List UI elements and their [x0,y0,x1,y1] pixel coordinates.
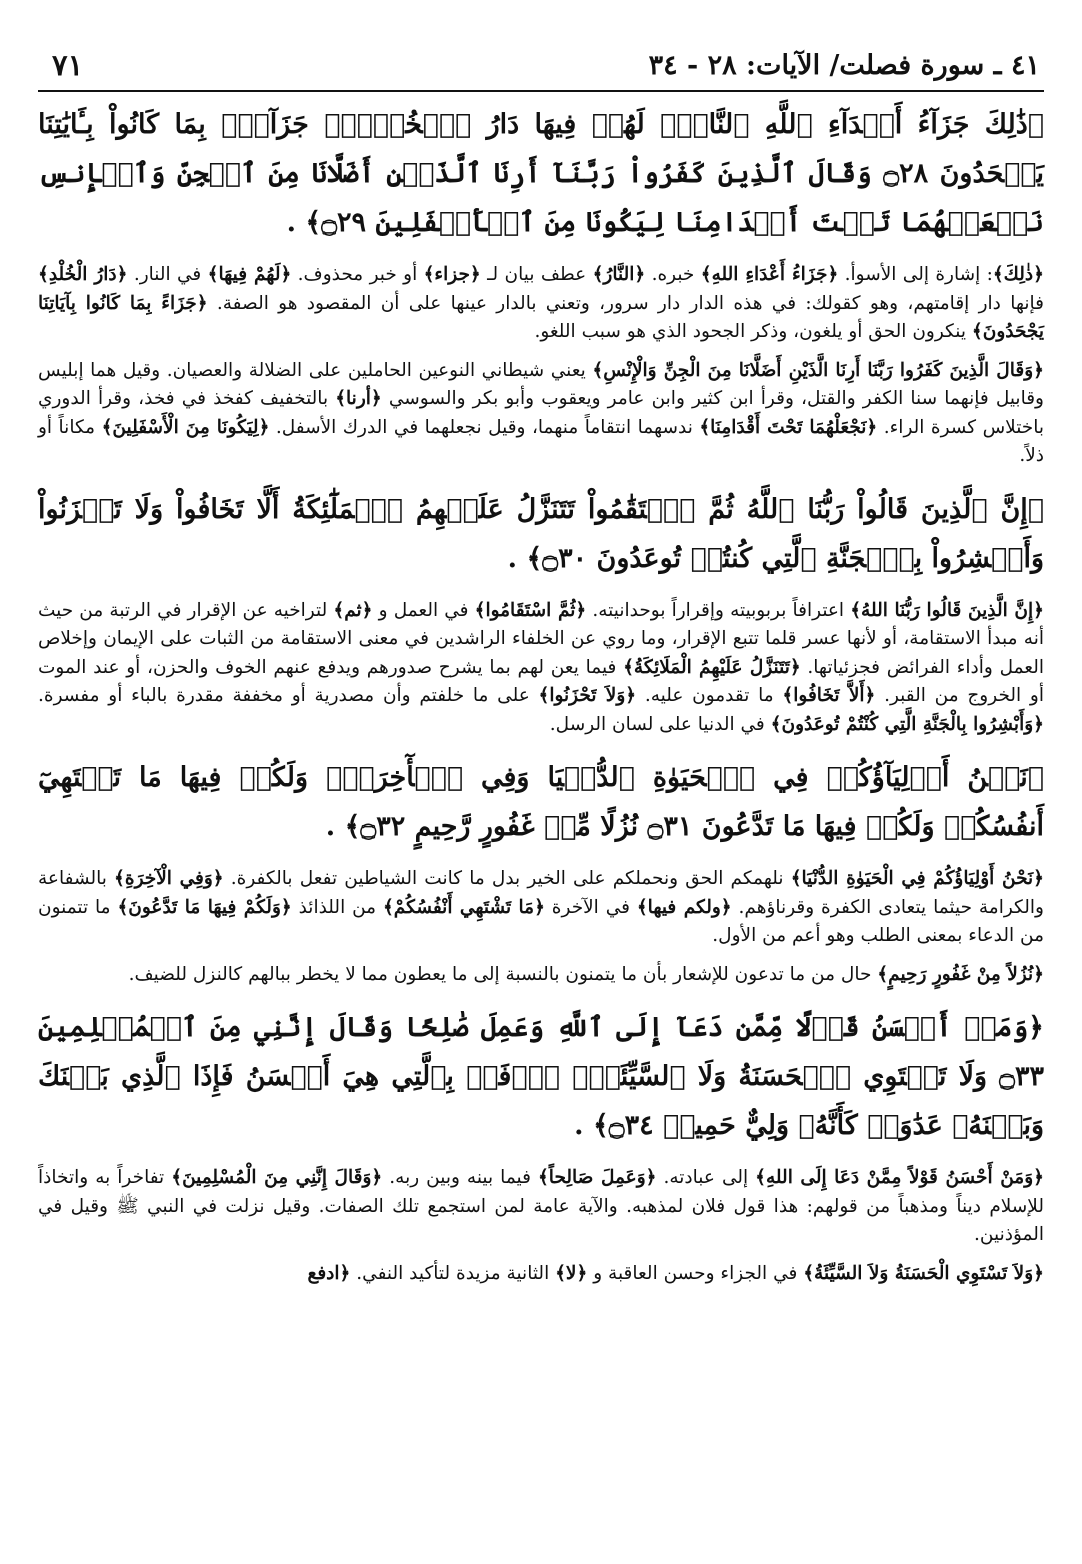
quran-phrase: ﴿أرنا﴾ [335,388,382,409]
commentary-text: يعني شيطاني النوعين الحاملين على الضلالة والعصيان. وقيل هما إبليس وقابيل فإنهما سنا الكفر والقتل، وقرأ ابن كثير وابن عامر ويعقوب وأبو بكر والسوسي [38,359,1044,409]
commentary-text: نلهمكم الحق ونحملكم على الخير بدل ما كانت الشياطين تفعل بالكفرة. [223,868,791,889]
commentary-text: فيما بينه وبين ربه. [382,1167,538,1188]
commentary-text: : إشارة إلى الأسوأ. [838,264,993,285]
commentary-text: ينكرون الحق أو يلغون، وذكر الجحود الذي هو سبب اللغو. [534,321,972,342]
quran-phrase: ﴿لا﴾ [555,1262,588,1284]
quran-phrase: ﴿أَلاَّ تَخَافُوا﴾ [782,685,876,706]
quran-phrase: ﴿إِنَّ الَّذِينَ قَالُوا رَبُّنَا اللهُ﴾ [850,599,1044,621]
running-title: ٤١ ـ سورة فصلت/ الآيات: ٢٨ - ٣٤ [648,50,1040,81]
commentary-paragraph [38,597,1044,740]
commentary-text: على ما خلفتم وأن مصدرية أو مخففة مقدرة بالباء أو مفسرة. [38,685,539,706]
page-body [38,100,1044,1298]
commentary-text: عطف بيان لـ [480,264,593,285]
quran-phrase: ﴿لَهُمْ فِيهَا﴾ [207,264,292,285]
quran-phrase: ﴿وَأَبْشِرُوا بِالْجَنَّةِ الَّتِي كُنْتُمْ تُوعَدُونَ﴾ [770,713,1044,735]
quran-phrase: ﴿مَا تَشْتَهِي أَنْفُسُكُمْ﴾ [382,896,545,918]
commentary-text: في النار. [127,264,208,285]
quran-phrase: ﴿نُزُلاً مِنْ غَفُورٍ رَحِيمٍ﴾ [877,963,1044,985]
quran-phrase: ﴿وَلاَ تَسْتَوِي الْحَسَنَةُ وَلاَ السَّيِّئَةُ﴾ [803,1262,1044,1284]
commentary-text: تفاخراً به واتخاذاً للإسلام ديناً ومذهباً من قولهم: هذا قول فلان لمذهبه. والآية عامة لمن استجمع تلك الصفات. وقيل نزلت في النبي ﷺ وقيل في المؤذنين. [38,1167,1044,1245]
commentary-paragraph [38,1260,1044,1289]
commentary-text: حال من ما تدعون للإشعار بأن ما يتمنون بالنسبة إلى ما يعطون مما لا يخطر ببالهم كالنزل للضيف. [128,963,878,985]
quran-phrase: ﴿وَقَالَ إِنَّنِي مِنَ الْمُسْلِمِينَ﴾ [171,1167,383,1188]
quran-phrase: ﴿وَفِي الْآخِرَةِ﴾ [114,868,224,889]
quran-phrase: ﴿ادفع [307,1262,351,1284]
verse-28-29: ﴿ذَٰلِكَ جَزَآءُ أَعۡدَآءِ ٱللَّهِ ٱلنَّارُۖ لَهُمۡ فِيهَا دَارُ ٱلۡخُلۡدِۖ جَزَآءَۢ بِمَا كَانُواْ بِـَٔايَٰتِنَا يَجۡحَدُونَ ۝٢٨ وَقَالَ ٱلَّذِينَ كَفَرُواْ رَبَّنَآ أَرِنَا ٱلَّذَيۡنِ أَضَلَّانَا مِنَ ٱلۡجِنِّ وَٱلۡإِنسِ نَجۡعَلۡهُمَا تَحۡتَ أَقۡدَامِنَا لِيَكُونَا مِنَ ٱلۡأَسۡفَلِينَ ۝٢٩﴾ . [38,109,1044,238]
commentary-text: خبره. [645,264,701,285]
quran-phrase: ﴿وَعَمِلَ صَالِحاً﴾ [537,1167,657,1188]
verse-31-32: ﴿نَحۡنُ أَوۡلِيَآؤُكُمۡ فِي ٱلۡحَيَوٰةِ ٱلدُّنۡيَا وَفِي ٱلۡأٓخِرَةِۖ وَلَكُمۡ فِيهَا مَا تَشۡتَهِيٓ أَنفُسُكُمۡ وَلَكُمۡ فِيهَا مَا تَدَّعُونَ ۝٣١ نُزُلًا مِّنۡ غَفُورٍ رَّحِيمٍ ۝٣٢﴾ . [38,762,1044,842]
page-number: ٧١ [52,48,84,82]
quran-phrase: ﴿دَارُ الْخُلْدِ﴾ [38,264,128,285]
commentary-text: في العمل و [372,599,475,621]
quran-phrase: ﴿ثُمَّ اسْتَقَامُوا﴾ [474,599,587,621]
commentary-paragraph [38,357,1044,471]
commentary-text: في الآخرة [544,896,637,918]
commentary-text: مكاناً أو ذلاً. [38,416,1044,466]
commentary-text: بالشفاعة والكرامة حيثما يتعادى الكفرة وقرناؤهم. [38,868,1044,918]
commentary-text: لتراخيه عن الإقرار في الرتبة من حيث أنه مبدأ الاستقامة، أو لأنها عسر قلما تتبع الإقرار، وما روي عن الخلفاء الراشدين في معنى الاستقامة من الثبات على الإيمان وإخلاص العمل وأداء الفرائض فجزئياتها. [38,599,1044,678]
quran-phrase: ﴿وَقَالَ الَّذِينَ كَفَرُوا رَبَّنَا أَرِنَا الَّذَيْنِ أَضَلَّانَا مِنَ الْجِنِّ وَالْإِنْسِ﴾ [592,359,1045,381]
commentary-paragraph [38,961,1044,990]
commentary-text: ندسهما انتقاماً منهما، وقيل نجعلهما في الدرك الأسفل. [269,416,700,438]
verse-33-34: ﴿وَمَنۡ أَحۡسَنُ قَوۡلًا مِّمَّن دَعَآ إِلَى ٱللَّهِ وَعَمِلَ صَٰلِحًا وَقَالَ إِنَّنِي مِنَ ٱلۡمُسۡلِمِينَ ۝٣٣ وَلَا تَسۡتَوِي ٱلۡحَسَنَةُ وَلَا ٱلسَّيِّئَةُۚ ٱدۡفَعۡ بِٱلَّتِي هِيَ أَحۡسَنُ فَإِذَا ٱلَّذِي بَيۡنَكَ وَبَيۡنَهُۥ عَدَٰوَةٞ كَأَنَّهُۥ وَلِيٌّ حَمِيمٞ ۝٣٤﴾ . [38,1012,1044,1141]
commentary-text: فإنها دار إقامتهم، وهو كقولك: في هذه الدار دار سرور، وتعني بالدار عينها على أن المقصود هو الصفة. [207,292,1044,314]
commentary-text: ما تتمنون من الدعاء بمعنى الطلب وهو أعم من الأول. [38,896,1044,946]
quran-phrase: ﴿نَحْنُ أَوْلِيَاؤُكُمْ فِي الْحَيَوٰةِ الدُّنْيَا﴾ [790,868,1044,889]
commentary-text: أو خبر محذوف. [291,264,424,285]
commentary-text: بالتخفيف كفخذ في فخذ، وقرأ الدوري باختلاس كسرة الراء. [38,388,1045,438]
commentary-text: في الدنيا على لسان الرسل. [549,713,771,735]
quran-phrase: ﴿نَجْعَلْهُمَا تَحْتَ أَقْدَامِنَا﴾ [699,416,878,438]
quran-phrase: ﴿جَزَاءً بِمَا كَانُوا بِآيَاتِنَا يَجْحَدُونَ﴾ [38,292,1044,342]
commentary-paragraph [38,1164,1044,1250]
quran-phrase: ﴿وَلَكُمْ فِيهَا مَا تَدَّعُونَ﴾ [117,896,292,918]
commentary-paragraph [38,261,1044,347]
commentary-paragraph [38,865,1044,951]
quran-phrase: ﴿ثم﴾ [333,599,373,621]
quran-phrase: ﴿النَّارُ﴾ [592,264,646,285]
commentary-text: من اللذائذ [291,896,383,918]
verse-30: ﴿إِنَّ ٱلَّذِينَ قَالُواْ رَبُّنَا ٱللَّهُ ثُمَّ ٱسۡتَقَٰمُواْ تَتَنَزَّلُ عَلَيۡهِمُ ٱلۡمَلَٰٓئِكَةُ أَلَّا تَخَافُواْ وَلَا تَحۡزَنُواْ وَأَبۡشِرُواْ بِٱلۡجَنَّةِ ٱلَّتِي كُنتُمۡ تُوعَدُونَ ۝٣٠﴾ . [38,493,1044,574]
quran-phrase: ﴿ذٰلِكَ﴾ [992,264,1044,285]
commentary-text: إلى عبادته. [656,1167,756,1188]
quran-phrase: ﴿وَلاَ تَحْزَنُوا﴾ [538,685,637,706]
commentary-text: في الجزاء وحسن العاقبة و [587,1262,804,1284]
quran-phrase: ﴿جَزَاءُ أَعْدَاءِ اللهِ﴾ [700,264,839,285]
commentary-text: اعترافاً بربوبيته وإقراراً بوحدانيته. [586,599,851,621]
quran-phrase: ﴿لِيَكُونَا مِنَ الْأَسْفَلِينَ﴾ [101,416,270,438]
quran-phrase: ﴿وَمَنْ أَحْسَنُ قَوْلاً مِمَّنْ دَعَا إِلَى اللهِ﴾ [755,1167,1044,1188]
quran-phrase: ﴿تَتَنَزَّلُ عَلَيْهِمُ الْمَلَائِكَةُ﴾ [623,656,801,678]
commentary-text: فيما يعن لهم بما يشرح صدورهم ويدفع عنهم الخوف والحزن، أو عند الموت أو الخروج من القبر. [38,656,1044,706]
commentary-text: الثانية مزيدة لتأكيد النفي. [350,1262,556,1284]
quran-phrase: ﴿ولكم فيها﴾ [636,896,732,918]
commentary-text: ما تقدمون عليه. [636,685,783,706]
quran-phrase: ﴿جزاء﴾ [423,264,481,285]
page-header [38,40,1044,92]
